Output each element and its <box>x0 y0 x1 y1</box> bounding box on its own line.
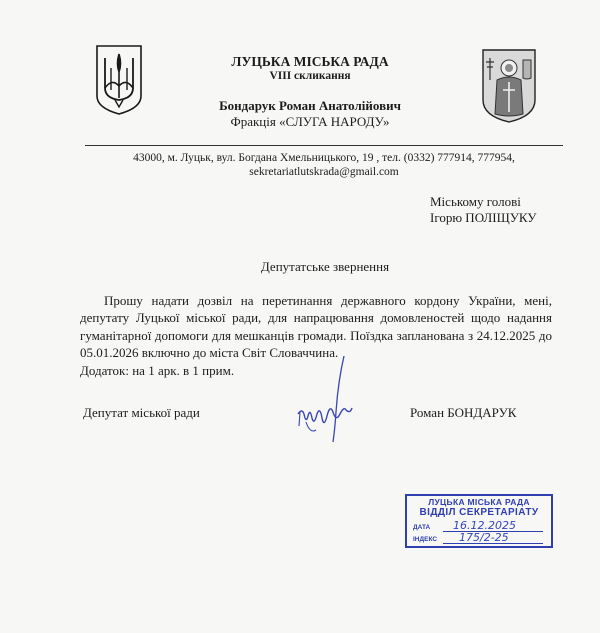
signer-position: Депутат міської ради <box>83 405 200 420</box>
convocation: VIII скликання <box>269 70 351 82</box>
recipient-name: Ігорю ПОЛІЩУКУ <box>430 210 537 225</box>
recipient-title: Міському голові <box>430 194 521 209</box>
city-coat-of-arms-icon <box>481 48 537 124</box>
registration-stamp <box>405 494 553 548</box>
council-name: ЛУЦЬКА МІСЬКА РАДА <box>231 54 389 69</box>
stamp-date-label: ДАТА <box>413 524 431 531</box>
attachment-line: Додаток: на 1 арк. в 1 прим. <box>80 362 235 378</box>
stamp-index-value: 175/2-25 <box>459 531 509 544</box>
header-divider <box>85 145 563 146</box>
stamp-council-line: ЛУЦЬКА МІСЬКА РАДА <box>428 497 530 507</box>
stamp-index-label: ІНДЕКС <box>413 536 438 543</box>
signer-name: Роман БОНДАРУК <box>410 405 517 420</box>
trident-icon <box>94 44 144 116</box>
document-title: Депутатське звернення <box>260 259 390 274</box>
address-line: 43000, м. Луцьк, вул. Богдана Хмельницького, 19 , тел. (0332) 777914, 777954, <box>133 152 515 164</box>
stamp-date-value: 16.12.2025 <box>453 519 516 532</box>
handwritten-signature <box>286 352 366 452</box>
faction-name: Фракція «СЛУГА НАРОДУ» <box>230 114 390 129</box>
email-line: sekretariatlutskrada@gmail.com <box>249 166 399 178</box>
stamp-department-line: ВІДДІЛ СЕКРЕТАРІАТУ <box>419 507 539 518</box>
deputy-name: Бондарук Роман Анатолійович <box>219 98 401 113</box>
request-paragraph: Прошу надати дозвіл на перетинання державного кордону України, мені, депутату Луцької міської ради, для напрацювання домовленостей щодо надання гуманітарної допомоги для мешканців громади. Поїздка запланована з 24.12.2025 до 05.01.2026 включно до міста Світ Словаччина. <box>80 293 552 361</box>
